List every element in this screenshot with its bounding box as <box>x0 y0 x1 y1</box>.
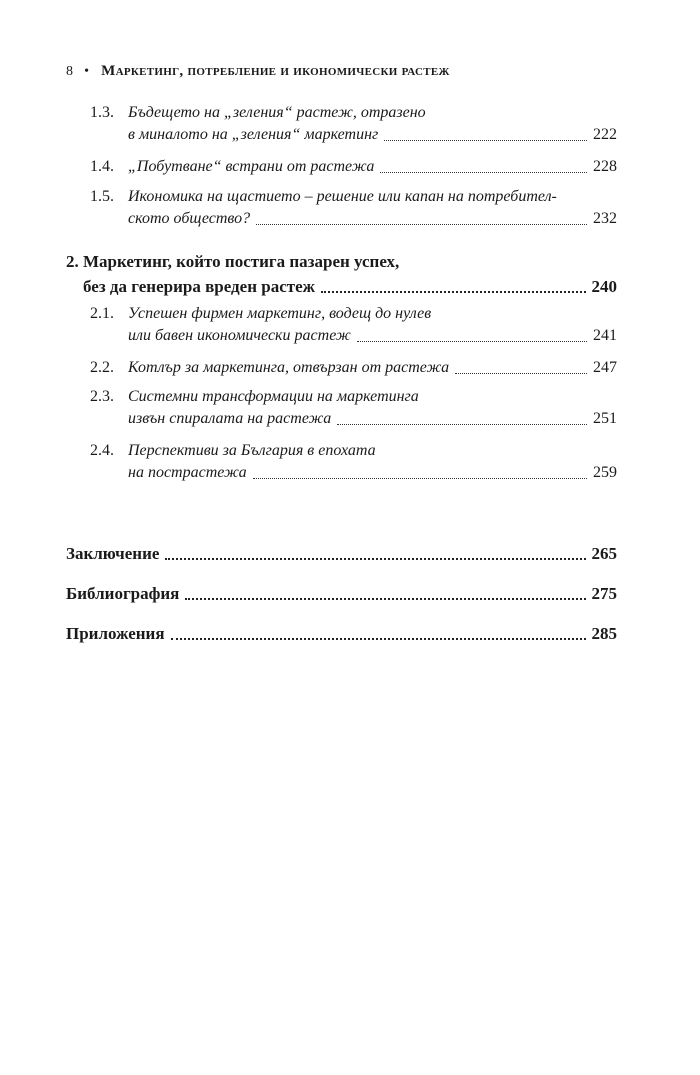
entry-title-line: Успешен фирмен маркетинг, водещ до нулев <box>128 305 432 322</box>
back-matter-page-number: 265 <box>591 544 617 563</box>
entry-number: 1.5. <box>90 188 114 205</box>
back-matter-label: Библиография <box>66 584 180 603</box>
entry-title-line: или бавен икономически растеж <box>128 327 351 344</box>
entry-page-number: 232 <box>593 210 617 227</box>
entry-title-line: Бъдещето на „зеления“ растеж, отразено <box>128 104 426 121</box>
toc-entry-1-4[interactable] <box>90 156 617 178</box>
entry-page-number: 228 <box>593 158 617 175</box>
toc-bibliography[interactable] <box>66 581 617 606</box>
entry-title-line: Перспективи за България в епохата <box>128 442 376 459</box>
header-page-number: 8 <box>66 64 74 79</box>
chapter-number: 2. <box>66 252 79 271</box>
entry-page-number: 241 <box>593 327 617 344</box>
dot-leader <box>357 340 587 342</box>
entry-title-line: „Побутване“ встрани от растежа <box>128 158 375 175</box>
dot-leader <box>165 557 585 560</box>
running-header <box>66 63 626 80</box>
entry-page-number: 247 <box>593 359 617 376</box>
toc-entry-2-3[interactable] <box>90 386 617 430</box>
dot-leader <box>337 423 587 425</box>
chapter-title-line: без да генерира вреден растеж <box>83 277 315 296</box>
entry-title-line: в миналото на „зеления“ маркетинг <box>128 126 379 143</box>
toc-entry-1-3[interactable] <box>90 102 617 146</box>
dot-leader <box>256 223 587 225</box>
entry-page-number: 259 <box>593 464 617 481</box>
chapter-page-number: 240 <box>591 277 617 296</box>
back-matter-page-number: 275 <box>591 584 617 603</box>
entry-title-line: извън спиралата на растежа <box>128 410 332 427</box>
header-title: Маркетинг, потребление и икономически растеж <box>101 63 450 79</box>
toc-entry-2-2[interactable] <box>90 357 617 379</box>
toc-conclusion[interactable] <box>66 541 617 566</box>
dot-leader <box>380 171 587 173</box>
entry-title-line: на пострастежа <box>128 464 247 481</box>
entry-page-number: 251 <box>593 410 617 427</box>
entry-number: 2.3. <box>90 388 114 405</box>
entry-number: 2.2. <box>90 359 114 376</box>
entry-number: 1.3. <box>90 104 114 121</box>
back-matter-label: Заключение <box>66 544 160 563</box>
dot-leader <box>384 139 587 141</box>
entry-title-line: ското общество? <box>128 210 251 227</box>
dot-leader <box>253 477 587 479</box>
back-matter-page-number: 285 <box>591 624 617 643</box>
back-matter-label: Приложения <box>66 624 165 643</box>
header-separator: • <box>84 64 90 79</box>
toc-entry-2-1[interactable] <box>90 303 617 347</box>
dot-leader <box>185 597 585 600</box>
toc-chapter-2[interactable] <box>66 249 617 299</box>
entry-title-line: Икономика на щастието – решение или капан на потребител- <box>128 188 557 205</box>
dot-leader <box>455 372 587 374</box>
entry-page-number: 222 <box>593 126 617 143</box>
toc-entry-1-5[interactable] <box>90 186 617 230</box>
entry-number: 2.1. <box>90 305 114 322</box>
toc-appendices[interactable] <box>66 621 617 646</box>
toc-entry-2-4[interactable] <box>90 440 617 484</box>
dot-leader <box>321 290 586 293</box>
entry-title-line: Котлър за маркетинга, отвързан от растежа <box>128 359 450 376</box>
chapter-title-line: Маркетинг, който постига пазарен успех, <box>83 252 400 271</box>
entry-title-line: Системни трансформации на маркетинга <box>128 388 419 405</box>
entry-number: 1.4. <box>90 158 114 175</box>
dot-leader <box>171 637 586 640</box>
entry-number: 2.4. <box>90 442 114 459</box>
